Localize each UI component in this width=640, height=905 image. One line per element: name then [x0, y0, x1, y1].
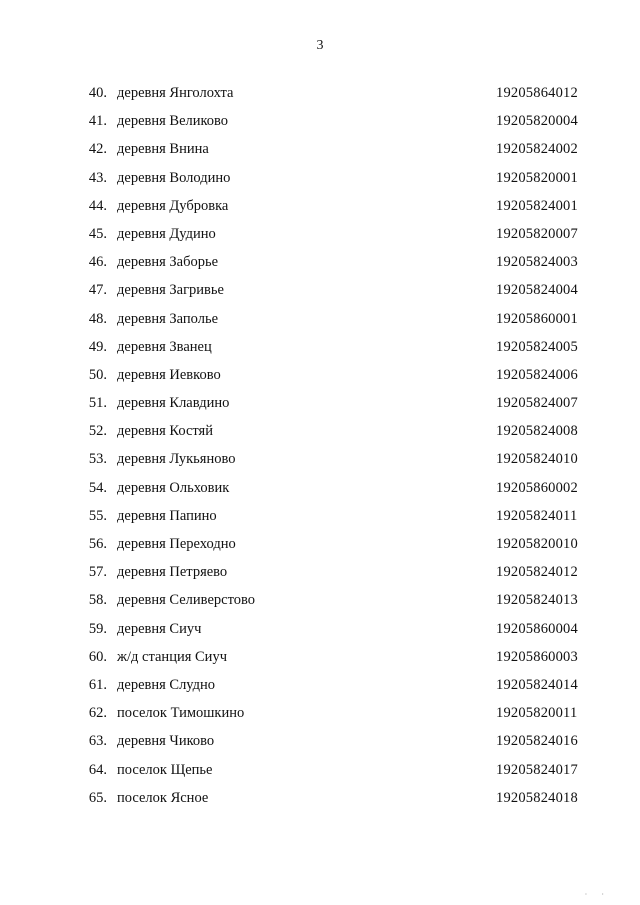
- list-item: [0, 590, 640, 618]
- settlement-name: деревня Ольховик: [117, 479, 230, 496]
- settlement-code: 19205860001: [496, 310, 578, 327]
- settlement-name: деревня Папино: [117, 507, 217, 524]
- settlement-name: деревня Слудно: [117, 676, 216, 693]
- list-item: [0, 83, 640, 111]
- item-number: 55.: [88, 507, 107, 524]
- settlement-name: деревня Янголохта: [117, 85, 234, 101]
- list-item: [0, 280, 640, 308]
- item-number: 44.: [88, 197, 107, 214]
- list-item: [0, 252, 640, 280]
- list-item: [0, 478, 640, 506]
- settlement-code: 19205824012: [496, 564, 578, 581]
- settlement-code: 19205820010: [496, 536, 578, 552]
- settlement-code: 19205864012: [496, 85, 578, 101]
- item-number: 64.: [88, 761, 107, 778]
- item-number: 48.: [88, 310, 107, 327]
- item-number: 40.: [88, 85, 107, 101]
- settlement-code: 19205824013: [496, 592, 578, 609]
- settlement-name: деревня Званец: [117, 338, 212, 355]
- settlement-name: поселок Щепье: [117, 761, 213, 778]
- settlement-name: деревня Костяй: [117, 423, 213, 440]
- list-item: [0, 365, 640, 393]
- settlement-code: 19205824007: [496, 395, 578, 412]
- settlement-code: 19205860002: [496, 479, 578, 496]
- settlement-name: деревня Заполье: [117, 310, 219, 327]
- settlement-name: поселок Ясное: [117, 789, 209, 806]
- item-number: 52.: [88, 423, 107, 440]
- list-item: [0, 139, 640, 167]
- list-item: [0, 111, 640, 139]
- item-number: 63.: [88, 733, 107, 750]
- settlement-code: 19205824018: [496, 789, 578, 806]
- item-number: 46.: [88, 254, 107, 271]
- settlement-code: 19205824010: [496, 451, 578, 468]
- item-number: 62.: [88, 705, 107, 722]
- settlement-name: деревня Внина: [117, 141, 209, 158]
- page-number: 3: [316, 38, 324, 53]
- list-item: [0, 168, 640, 196]
- settlement-code: 19205824003: [496, 254, 578, 271]
- settlement-name: ж/д станция Сиуч: [117, 648, 227, 665]
- list-item: [0, 196, 640, 224]
- list-item: [0, 647, 640, 675]
- item-number: 56.: [88, 536, 107, 552]
- settlement-name: деревня Петряево: [117, 564, 228, 581]
- settlement-name: деревня Сиуч: [117, 620, 202, 637]
- settlement-name: деревня Великово: [117, 113, 229, 130]
- list-item: [0, 224, 640, 252]
- settlement-name: деревня Переходно: [117, 536, 236, 552]
- list-item: [0, 337, 640, 365]
- list-item: [0, 421, 640, 449]
- list-item: [0, 703, 640, 731]
- settlement-code: 19205824005: [496, 338, 578, 355]
- list-item: [0, 534, 640, 562]
- list-item: [0, 788, 640, 816]
- settlement-name: деревня Заборье: [117, 254, 219, 271]
- settlement-name: деревня Дудино: [117, 225, 216, 242]
- item-number: 45.: [88, 225, 107, 242]
- settlement-name: деревня Иевково: [117, 366, 221, 383]
- settlement-name: деревня Загривье: [117, 282, 224, 299]
- list-item: [0, 760, 640, 788]
- settlement-code: 19205824002: [496, 141, 578, 158]
- list-item: [0, 731, 640, 759]
- settlement-name: деревня Чиково: [117, 733, 215, 750]
- item-number: 53.: [88, 451, 107, 468]
- item-number: 49.: [88, 338, 107, 355]
- settlement-code: 19205824001: [496, 197, 578, 214]
- settlement-code: 19205824004: [496, 282, 578, 299]
- item-number: 60.: [88, 648, 107, 665]
- settlement-code: 19205824011: [496, 507, 578, 524]
- item-number: 42.: [88, 141, 107, 158]
- item-number: 58.: [88, 592, 107, 609]
- settlement-code: 19205820004: [496, 113, 578, 130]
- settlement-code: 19205820007: [496, 225, 578, 242]
- settlement-code: 19205824017: [496, 761, 578, 778]
- list-item: [0, 562, 640, 590]
- settlement-code: 19205860003: [496, 648, 578, 665]
- list-item: [0, 449, 640, 477]
- item-number: 54.: [88, 479, 107, 496]
- settlement-name: деревня Володино: [117, 169, 231, 186]
- list-item: [0, 309, 640, 337]
- settlement-code: 19205820001: [496, 169, 578, 186]
- item-number: 59.: [88, 620, 107, 637]
- settlement-code: 19205824008: [496, 423, 578, 440]
- list-item: [0, 675, 640, 703]
- settlement-name: деревня Дубровка: [117, 197, 229, 214]
- list-item: [0, 619, 640, 647]
- item-number: 41.: [88, 113, 107, 130]
- item-number: 43.: [88, 169, 107, 186]
- settlement-code: 19205824014: [496, 676, 578, 693]
- list-item: [0, 506, 640, 534]
- scan-specks: · ·: [584, 890, 610, 899]
- settlement-code: 19205820011: [496, 705, 578, 722]
- settlement-code: 19205860004: [496, 620, 578, 637]
- settlement-name: деревня Лукьяново: [117, 451, 236, 468]
- settlement-list: [0, 83, 640, 816]
- item-number: 50.: [88, 366, 107, 383]
- settlement-code: 19205824006: [496, 366, 578, 383]
- item-number: 61.: [88, 676, 107, 693]
- item-number: 51.: [88, 395, 107, 412]
- item-number: 47.: [88, 282, 107, 299]
- list-item: [0, 393, 640, 421]
- item-number: 65.: [88, 789, 107, 806]
- settlement-name: поселок Тимошкино: [117, 705, 245, 722]
- settlement-name: деревня Клавдино: [117, 395, 230, 412]
- settlement-name: деревня Селиверстово: [117, 592, 255, 609]
- settlement-code: 19205824016: [496, 733, 578, 750]
- item-number: 57.: [88, 564, 107, 581]
